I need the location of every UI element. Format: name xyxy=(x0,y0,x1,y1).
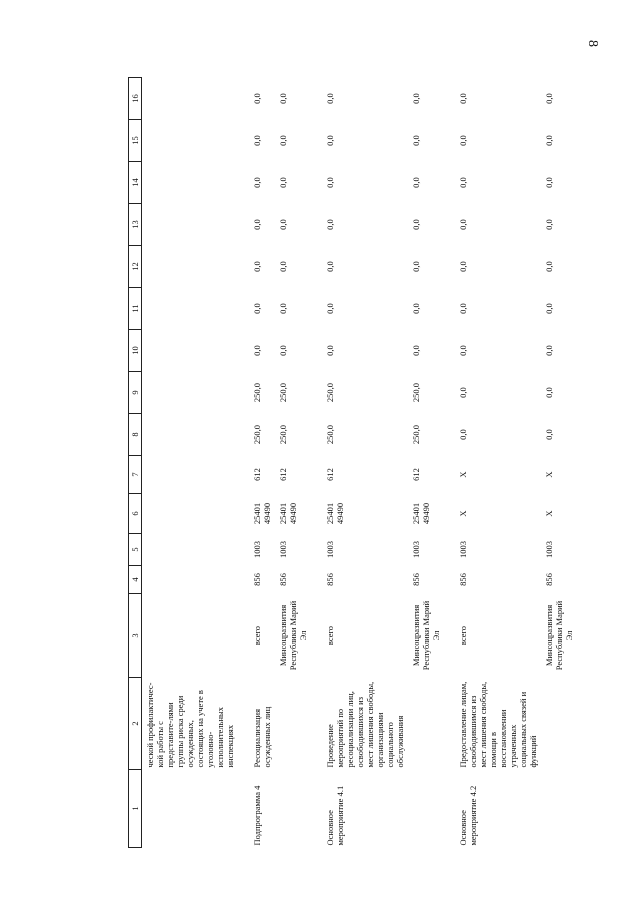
executor-cell: всего xyxy=(252,625,262,646)
value-cell-11 xyxy=(142,288,250,330)
table-row xyxy=(322,78,408,848)
row-label-cell xyxy=(275,770,322,848)
rzpr-cell: 1003 xyxy=(411,541,421,558)
csr-cell: 25401 49490 xyxy=(252,502,272,525)
row-label-cell: Основное мероприятие 4.2 xyxy=(458,785,478,846)
table-row xyxy=(275,78,322,848)
value-cell-13: 0,0 xyxy=(544,219,554,230)
value-cell-10 xyxy=(142,330,250,372)
value-cell-10: 0,0 xyxy=(278,345,288,356)
value-cell-8: 0,0 xyxy=(458,429,468,440)
header-cell-14: 14 xyxy=(129,162,142,204)
value-cell-15: 0,0 xyxy=(325,135,335,146)
value-cell-15: 0,0 xyxy=(411,135,421,146)
executor-cell: Минсоцразвития Республики Марий Эл xyxy=(411,600,441,671)
vr-cell xyxy=(142,456,250,494)
vr-cell: 612 xyxy=(278,468,288,481)
header-cell-16: 16 xyxy=(129,78,142,120)
value-cell-12: 0,0 xyxy=(411,261,421,272)
value-cell-8: 0,0 xyxy=(544,429,554,440)
header-cell-11: 11 xyxy=(129,288,142,330)
value-cell-10: 0,0 xyxy=(411,345,421,356)
value-cell-12: 0,0 xyxy=(544,261,554,272)
header-cell-15: 15 xyxy=(129,120,142,162)
value-cell-8: 250,0 xyxy=(411,424,421,445)
csr-cell: Х xyxy=(544,510,554,517)
value-cell-8: 250,0 xyxy=(325,424,335,445)
header-cell-6: 6 xyxy=(129,494,142,534)
value-cell-15: 0,0 xyxy=(252,135,262,146)
value-cell-16: 0,0 xyxy=(325,93,335,104)
grbs-cell: 856 xyxy=(458,573,468,586)
table-row xyxy=(408,78,455,848)
value-cell-14: 0,0 xyxy=(278,177,288,188)
csr-cell: Х xyxy=(458,510,468,517)
csr-cell: 25401 49490 xyxy=(325,502,345,525)
grbs-cell xyxy=(142,566,250,594)
value-cell-10: 0,0 xyxy=(325,345,335,356)
value-cell-9: 250,0 xyxy=(278,382,288,403)
executor-cell: всего xyxy=(458,625,468,646)
rzpr-cell: 1003 xyxy=(278,541,288,558)
value-cell-9: 250,0 xyxy=(252,382,262,403)
value-cell-15: 0,0 xyxy=(458,135,468,146)
value-cell-12: 0,0 xyxy=(278,261,288,272)
executor-cell: всего xyxy=(325,625,335,646)
value-cell-15: 0,0 xyxy=(278,135,288,146)
vr-cell: 612 xyxy=(411,468,421,481)
rzpr-cell: 1003 xyxy=(252,541,262,558)
value-cell-8: 250,0 xyxy=(278,424,288,445)
value-cell-14: 0,0 xyxy=(252,177,262,188)
value-cell-14: 0,0 xyxy=(325,177,335,188)
value-cell-9: 0,0 xyxy=(544,387,554,398)
table-body xyxy=(142,78,578,848)
value-cell-9 xyxy=(142,372,250,414)
value-cell-11: 0,0 xyxy=(458,303,468,314)
value-cell-15: 0,0 xyxy=(544,135,554,146)
row-label-cell xyxy=(408,770,455,848)
grbs-cell: 856 xyxy=(325,573,335,586)
budget-table xyxy=(128,77,577,848)
value-cell-12: 0,0 xyxy=(252,261,262,272)
rzpr-cell: 1003 xyxy=(544,541,554,558)
value-cell-10: 0,0 xyxy=(458,345,468,356)
row-name-cell xyxy=(408,678,455,770)
value-cell-13: 0,0 xyxy=(411,219,421,230)
value-cell-13: 0,0 xyxy=(278,219,288,230)
header-cell-9: 9 xyxy=(129,372,142,414)
executor-cell xyxy=(142,594,250,678)
value-cell-10: 0,0 xyxy=(252,345,262,356)
table-row xyxy=(455,78,541,848)
row-name-cell: Предоставление лицам, освободившимся из мест лишения свободы, помощи в восстановлении утраченных социальных связей и функций xyxy=(458,681,538,768)
row-label-cell xyxy=(541,770,577,848)
vr-cell: Х xyxy=(458,471,468,478)
header-cell-4: 4 xyxy=(129,566,142,594)
rzpr-cell: 1003 xyxy=(458,541,468,558)
csr-cell: 25401 49490 xyxy=(411,502,431,525)
table-row xyxy=(249,78,275,848)
row-name-cell: ческой профилактичес-кой работы с представите-лями группы риска среди осужденных, состоящих на учете в уголовно-исполнительных инспекциях xyxy=(145,682,235,768)
value-cell-12 xyxy=(142,246,250,288)
header-cell-3: 3 xyxy=(129,594,142,678)
value-cell-16: 0,0 xyxy=(458,93,468,104)
value-cell-11: 0,0 xyxy=(252,303,262,314)
value-cell-8 xyxy=(142,414,250,456)
header-cell-10: 10 xyxy=(129,330,142,372)
vr-cell: 612 xyxy=(325,468,335,481)
row-name-cell: Проведение мероприятий по ресоциализации лиц, освободившихся из мест лишения свободы, организациями социального обслуживания xyxy=(325,681,405,768)
csr-cell xyxy=(142,494,250,534)
header-cell-5: 5 xyxy=(129,534,142,566)
value-cell-14: 0,0 xyxy=(411,177,421,188)
table-row xyxy=(541,78,577,848)
value-cell-12: 0,0 xyxy=(325,261,335,272)
value-cell-9: 0,0 xyxy=(458,387,468,398)
value-cell-16: 0,0 xyxy=(278,93,288,104)
rzpr-cell: 1003 xyxy=(325,541,335,558)
table-row xyxy=(142,78,250,848)
row-label-cell: Основное мероприятие 4.1 xyxy=(325,785,345,846)
header-cell-1: 1 xyxy=(129,770,142,848)
value-cell-13: 0,0 xyxy=(458,219,468,230)
rzpr-cell xyxy=(142,534,250,566)
header-row xyxy=(129,78,142,848)
header-cell-7: 7 xyxy=(129,456,142,494)
value-cell-14: 0,0 xyxy=(544,177,554,188)
row-label-cell: Подпрограмма 4 xyxy=(252,785,262,846)
grbs-cell: 856 xyxy=(544,573,554,586)
value-cell-16: 0,0 xyxy=(252,93,262,104)
value-cell-16: 0,0 xyxy=(544,93,554,104)
vr-cell: 612 xyxy=(252,468,262,481)
value-cell-11: 0,0 xyxy=(325,303,335,314)
value-cell-11: 0,0 xyxy=(544,303,554,314)
header-cell-2: 2 xyxy=(129,678,142,770)
row-label-cell xyxy=(142,770,250,848)
grbs-cell: 856 xyxy=(411,573,421,586)
header-cell-13: 13 xyxy=(129,204,142,246)
row-name-cell xyxy=(541,678,577,770)
vr-cell: Х xyxy=(544,471,554,478)
header-cell-12: 12 xyxy=(129,246,142,288)
value-cell-9: 250,0 xyxy=(411,382,421,403)
value-cell-13 xyxy=(142,204,250,246)
value-cell-8: 250,0 xyxy=(252,424,262,445)
value-cell-15 xyxy=(142,120,250,162)
value-cell-12: 0,0 xyxy=(458,261,468,272)
value-cell-13: 0,0 xyxy=(325,219,335,230)
value-cell-14 xyxy=(142,162,250,204)
value-cell-11: 0,0 xyxy=(278,303,288,314)
executor-cell: Минсоцразвития Республики Марий Эл xyxy=(278,600,308,671)
value-cell-11: 0,0 xyxy=(411,303,421,314)
value-cell-16: 0,0 xyxy=(411,93,421,104)
executor-cell: Минсоцразвития Республики Марий Эл xyxy=(544,600,574,671)
value-cell-16 xyxy=(142,78,250,120)
csr-cell: 25401 49490 xyxy=(278,502,298,525)
grbs-cell: 856 xyxy=(252,573,262,586)
row-name-cell xyxy=(275,678,322,770)
page-number: 8 xyxy=(585,40,600,47)
value-cell-13: 0,0 xyxy=(252,219,262,230)
value-cell-10: 0,0 xyxy=(544,345,554,356)
header-cell-8: 8 xyxy=(129,414,142,456)
rotated-table-container xyxy=(128,78,574,848)
row-name-cell: Ресоциализация осужденных лиц xyxy=(252,706,272,768)
grbs-cell: 856 xyxy=(278,573,288,586)
value-cell-9: 250,0 xyxy=(325,382,335,403)
value-cell-14: 0,0 xyxy=(458,177,468,188)
